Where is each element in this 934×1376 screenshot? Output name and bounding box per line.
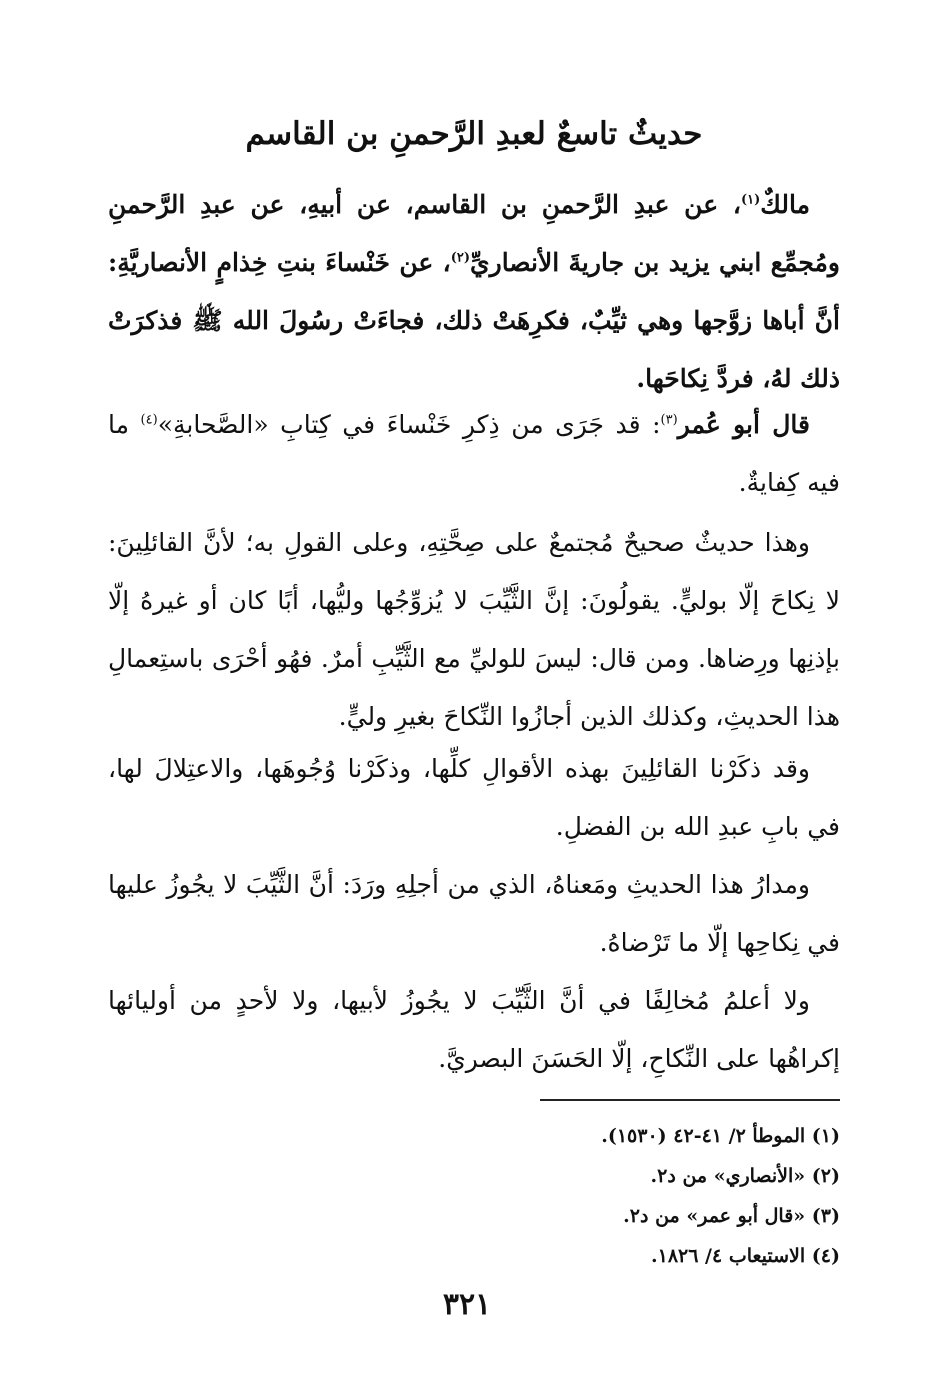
commentary-paragraph: ومدارُ هذا الحديثِ ومَعناهُ، الذي من أجلِهِ ورَدَ: أنَّ الثَّيِّبَ لا يجُوزُ عليها في نِكاحِها إلّا ما تَرْضاهُ. <box>108 870 840 957</box>
page-number: ٣٢١ <box>442 1287 492 1322</box>
section-title: حديثٌ تاسعٌ لعبدِ الرَّحمنِ بن القاسم <box>245 116 703 152</box>
footnote-ref: (٤) <box>140 412 158 428</box>
footnote-item: (٢) «الأنصاري» من د٢. <box>650 1165 840 1187</box>
commentary-paragraph <box>108 396 840 512</box>
footnote-divider <box>540 1099 840 1101</box>
hadith-text-part: ، عن عبدِ الرَّحمنِ بن القاسم، عن أبيهِ، عن عبدِ الرَّحمنِ ومُجمِّع ابني يزيد بن جاريةَ الأنصاريِّ <box>108 190 840 277</box>
hadith-text-part: ، عن خَنْساءَ بنتِ خِذامٍ الأنصاريَّةِ: أنَّ أباها زوَّجها وهي ثيِّبٌ، فكرِهَتْ ذلك، فجاءَتْ رسُولَ الله ﷺ فذكرَتْ ذلك لهُ، فردَّ نِكاحَها. <box>108 248 840 393</box>
footnote-ref: (١) <box>741 192 761 208</box>
footnote-item: (٤) الاستيعاب ٤/ ١٨٢٦. <box>650 1245 840 1267</box>
footnote-ref: (٣) <box>660 412 678 428</box>
hadith-text-part: مالكٌ <box>760 190 810 219</box>
paragraph-text: ما فيه كِفايةٌ. <box>108 410 840 497</box>
commentary-paragraph: وقد ذكَرْنا القائلِينَ بهذه الأقوالِ كلِّها، وذكَرْنا وُجُوهَها، والاعتِلالَ لها، في بابِ عبدِ الله بن الفضلِ. <box>108 754 840 841</box>
footnote-item: (٣) «قال أبو عمر» من د٢. <box>623 1205 840 1227</box>
footnote-item: (١) الموطأ ٢/ ٤١-٤٢ (١٥٣٠). <box>601 1125 840 1147</box>
speaker-label: قال أبو عُمر <box>677 410 810 439</box>
footnote-ref: (٢) <box>450 250 471 266</box>
footnotes-list <box>108 1116 840 1276</box>
commentary-paragraph: وهذا حديثٌ صحيحٌ مُجتمعٌ على صِحَّتِهِ، وعلى القولِ به؛ لأنَّ القائلِينَ: لا نِكاحَ إلّا بوليٍّ. يقولُونَ: إنَّ الثَّيِّبَ لا يُزوِّجُها وليُّها، أبًا كان أو غيرهُ إلّا بإذنِها ورِضاها. ومن قال: ليسَ للوليِّ مع الثَّيِّبِ أمرٌ. فهُو أحْرَى باستِعمالِ هذا الحديثِ، وكذلك الذين أجازُوا النِّكاحَ بغيرِ وليٍّ. <box>108 528 840 731</box>
commentary-paragraph: ولا أعلمُ مُخالِفًا في أنَّ الثَّيِّبَ لا يجُوزُ لأبيها، ولا لأحدٍ من أوليائها إكراهُها على النِّكاحِ، إلّا الحَسَنَ البصريَّ. <box>108 986 840 1073</box>
hadith-text <box>108 176 840 408</box>
paragraph-text: : قد جَرَى من ذِكرِ خَنْساءَ في كِتابِ «الصَّحابةِ» <box>157 410 661 439</box>
